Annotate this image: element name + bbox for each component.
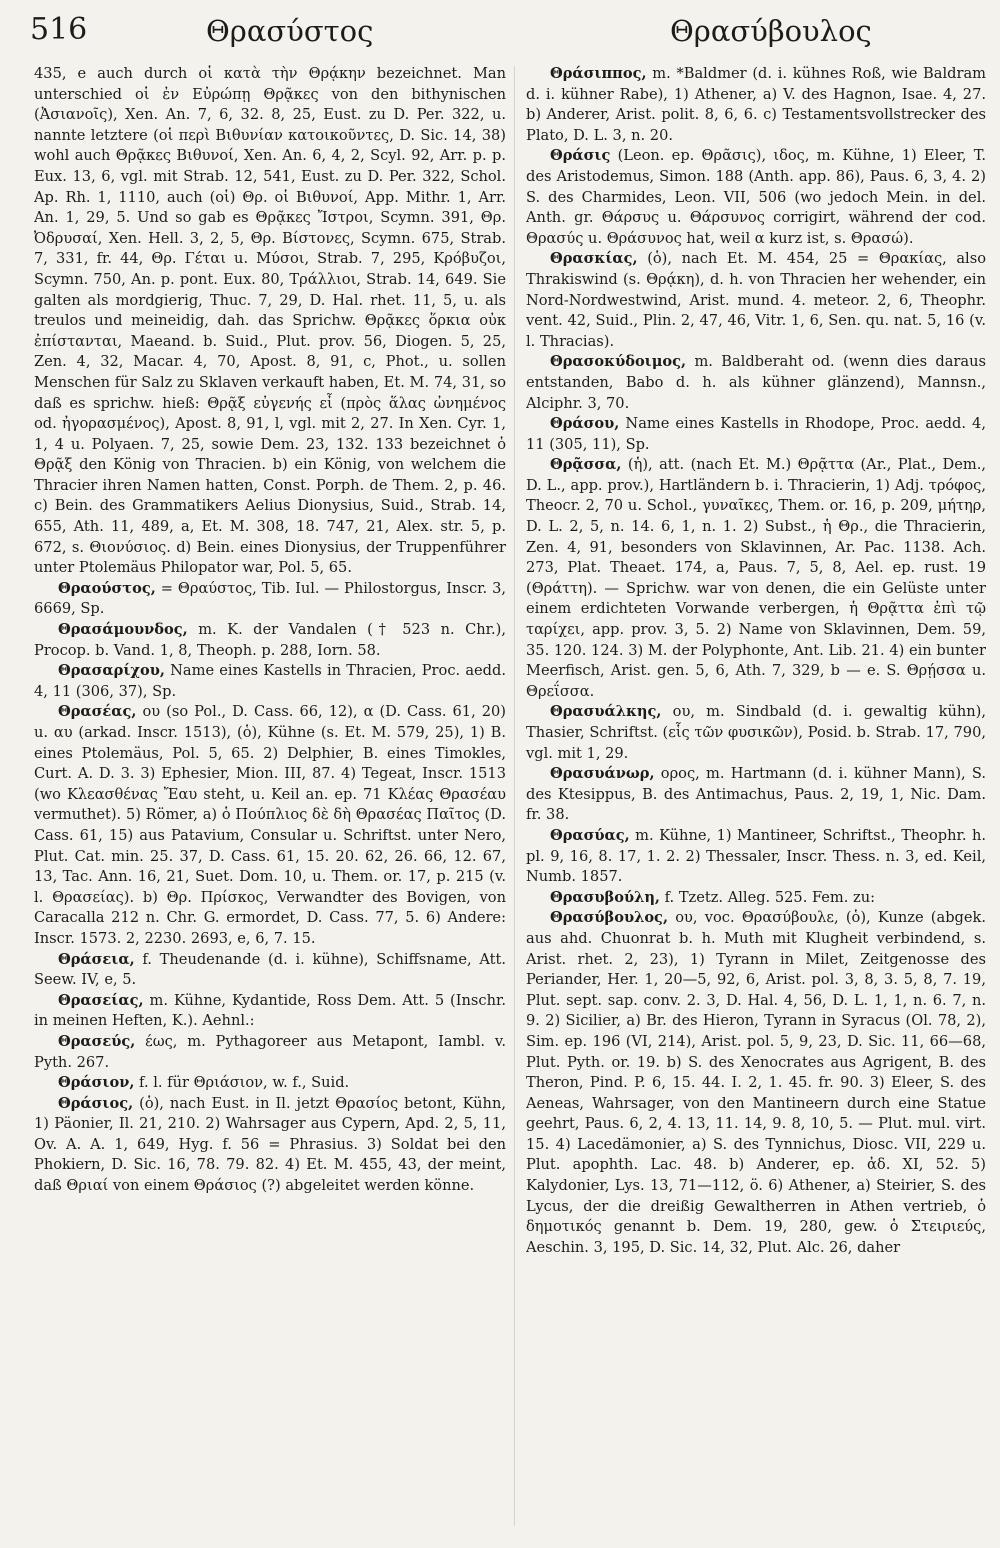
dictionary-entry (526, 908, 986, 1258)
entry-headword: Θρασοκύδοιμος, (550, 353, 687, 371)
page-header (0, 0, 1000, 60)
entry-headword: Θρασάμουνδος, (58, 621, 188, 639)
entry-text: Name eines Kastells in Rhodope, Proc. aedd. 4, 11 (305, 11), Sp. (526, 415, 986, 453)
dictionary-entry (34, 661, 506, 702)
dictionary-entry (34, 1032, 506, 1073)
entry-headword: Θρασεύς, (58, 1032, 136, 1050)
entry-headword: Θρασκίας, (550, 250, 638, 268)
entry-headword: Θράσιος, (58, 1094, 134, 1112)
entry-text: ου, m. Sindbald (d. i. gewaltig kühn), Thasier, Schriftst. (εἷς τῶν φυσικῶν), Posid. b. Strab. 17, 790, vgl. mit 1, 29. (526, 703, 986, 762)
entry-text: (Leon. ep. Θρᾶσις), ιδος, m. Kühne, 1) Eleer, T. des Aristodemus, Simon. 188 (Anth. app. 86), Paus. 6, 3, 4. 2) S. des Charmides, Leon. VII, 506 (wo jedoch Mein. in del. Anth. gr. Θάρσυς u. Θάρσυνος corrigirt, während der cod. Θρασύς u. Θράσυνος hat, weil α kurz ist, s. Θρασώ). (526, 147, 986, 247)
entry-headword: Θράσιππος, (550, 65, 647, 82)
entry-text: έως, m. Pythagoreer aus Metapont, Iambl. v. Pyth. 267. (34, 1032, 506, 1071)
dictionary-entry (526, 764, 986, 826)
entry-text: (ὁ), nach Eust. in Il. jetzt Θρασίος betont, Kühn, 1) Päonier, Il. 21, 210. 2) Wahrsager aus Cypern, Apd. 2, 5, 11, Ov. A. A. 1, 649, Hyg. f. 56 = Phrasius. 3) Soldat bei den Phokiern, D. Sic. 16, 78. 79. 82. 4) Et. M. 455, 43, der meint, daß Θριαί von einem Θράσιος (?) abgeleitet werden könne. (34, 1094, 506, 1195)
left-running-head: Θρασύστος (206, 14, 374, 48)
entry-headword: Θράσιον, (58, 1074, 135, 1092)
entry-headword: Θρᾷσσα, (550, 456, 622, 474)
dictionary-entry (526, 64, 986, 146)
entry-text: = Θραύστος, Tib. Iul. — Philostorgus, Inscr. 3, 6669, Sp. (34, 579, 506, 618)
column-divider (514, 66, 515, 1526)
dictionary-entry (526, 455, 986, 702)
dictionary-entry (526, 888, 986, 909)
entry-text: m. Kühne, 1) Mantineer, Schriftst., Theophr. h. pl. 9, 16, 8. 17, 1. 2. 2) Thessaler, Inscr. Thess. n. 3, ed. Keil, Numb. 1857. (526, 826, 986, 886)
dictionary-entry (34, 620, 506, 661)
entry-text: (ὁ), nach Et. M. 454, 25 = Θρακίας, also Thrakiswind (s. Θρᾴκη), d. h. von Thracien her wehender, ein Nord-Nordwestwind, Arist. mund. 4. meteor. 2, 6, Theophr. vent. 42, Suid., Plin. 2, 47, 46, Vitr. 1, 6, Sen. qu. nat. 5, 16 (v. l. Thracias). (526, 250, 986, 350)
entry-text: ορος, m. Hartmann (d. i. kühner Mann), S. des Ktesippus, B. des Antimachus, Paus. 2, 19, 1, Nic. Dam. fr. 38. (526, 765, 986, 824)
entry-text: ου, voc. Θρασύβουλε, (ὁ), Kunze (abgek. aus ahd. Chuonrat b. h. Muth mit Klugheit verbindend, s. Arist. rhet. 2, 23), 1) Tyrann in Milet, Zeitgenosse des Periander, Her. 1, 20—5, 92, 6, Arist. pol. 3, 8, 3. 5, 8, 7. 19, Plut. sept. sap. conv. 2. 3, D. Hal. 4, 56, D. L. 1, 1, n. 6. 7, n. 9. 2) Sicilier, a) Br. des Hieron, Tyrann in Syracus (Ol. 78, 2), Sim. ep. 196 (VI, 214), Arist. pol. 5, 9, 23, D. Sic. 11, 66—68, Plut. Pyth. or. 19. b) S. des Xenocrates aus Agrigent, B. des Theron, Pind. P. 6, 15. 44. I. 2, 1. 45. fr. 90. 3) Eleer, S. des Aeneas, Wahrsager, von den Mantineern durch eine Statue geehrt, Paus. 6, 2, 4. 13, 11. 14, 9. 8, 10, 5. — Plut. mul. virt. 15. 4) Lacedämonier, a) S. des Tynnichus, Diosc. VII, 229 u. Plut. apophth. Lac. 48. b) Anderer, ep. ἀδ. XI, 52. 5) Kalydonier, Lys. 13, 71—112, ö. 6) Athener, a) Steirier, S. des Lycus, der die dreißig Gewaltherren in Athen vertrieb, ὁ δημοτικός genannt b. Dem. 19, 280, gew. ὁ Στειριεύς, Aeschin. 3, 195, D. Sic. 14, 32, Plut. Alc. 26, daher (526, 909, 986, 1256)
page-number: 516 (30, 12, 88, 47)
entry-headword: Θράσεια, (58, 950, 135, 968)
right-running-head: Θρασύβουλος (670, 14, 872, 48)
entry-headword: Θρασύβουλος, (550, 909, 669, 927)
entry-text: Name eines Kastells in Thracien, Proc. aedd. 4, 11 (306, 37), Sp. (34, 662, 506, 700)
entry-headword: Θρασυβούλη, (550, 888, 661, 906)
entry-headword: Θράσις (550, 147, 611, 165)
left-column (34, 64, 506, 1534)
entry-text: (ἡ), att. (nach Et. M.) Θρᾷττα (Ar., Plat., Dem., D. L., app. prov.), Hartländern b. i. Thracierin, 1) Adj. τρόφος, Theocr. 2, 70 u. Schol., γυναῖκες, Them. or. 16, p. 209, μήτηρ, D. L. 2, 5, n. 14. 6, 1, n. 1. 2) Subst., ἡ Θρ., die Thracierin, Zen. 4, 91, besonders von Sklavinnen, Ar. Pac. 1138. Ach. 273, Plat. Theaet. 174, a, Paus. 7, 5, 8, Ael. ep. rust. 19 (Θράττη). — Sprichw. war von denen, die ein Gelüste unter einem erdichteten Vorwande verbergen, ἡ Θρᾷττα ἐπὶ τῷ ταρίχει, app. prov. 3, 5. 2) Name von Sklavinnen, Dem. 59, 35. 120. 124. 3) M. der Polyphonte, Ant. Lib. 21. 4) ein bunter Meerfisch, Arist. gen. 5, 6, Ath. 7, 329, b — e. S. Θρῄσσα u. Θρεΐσσα. (526, 456, 986, 700)
dictionary-entry (526, 352, 986, 414)
entry-text: m. Baldberaht od. (wenn dies daraus entstanden, Babo d. h. als kühner glänzend), Mannsn., Alciphr. 3, 70. (526, 353, 986, 412)
entry-text: ου (so Pol., D. Cass. 66, 12), α (D. Cass. 61, 20) u. αυ (arkad. Inscr. 1513), (ὁ), Kühne (s. Et. M. 579, 25), 1) B. eines Ptolemäus, Pol. 5, 65. 2) Delphier, B. eines Timokles, Curt. A. D. 3. 3) Ephesier, Mion. III, 87. 4) Tegeat, Inscr. 1513 (wo Κλεασθένας Ἔαυ steht, u. Keil an. ep. 71 Κλέας Θρασέαυ vermuthet). 5) Römer, a) ὁ Πούπλιος δὲ δὴ Θρασέας Παῖτος (D. Cass. 61, 15) aus Patavium, Consular u. Schriftst. unter Nero, Plut. Cat. min. 25. 37, D. Cass. 61, 15. 20. 62, 26. 66, 12. 67, 13, Tac. Ann. 16, 21, Suet. Dom. 10, u. Them. or. 17, p. 215 (v. l. Θρασείας). b) Θρ. Πρίσκος, Verwandter des Bovigen, von Caracalla 212 n. Chr. G. ermordet, D. Cass. 77, 5. 6) Andere: Inscr. 1573. 2, 2230. 2693, e, 6, 7. 15. (34, 703, 506, 947)
dictionary-entry (34, 950, 506, 991)
entry-text: f. Tzetz. Alleg. 525. Fem. zu: (660, 888, 876, 906)
dictionary-entry (34, 579, 506, 620)
entry-continuation (34, 64, 506, 579)
dictionary-entry (34, 1073, 506, 1094)
dictionary-entry (34, 991, 506, 1032)
dictionary-entry (526, 414, 986, 455)
right-column (526, 64, 986, 1534)
entry-text: m. K. der Vandalen († 523 n. Chr.), Procop. b. Vand. 1, 8, Theoph. p. 288, Iorn. 58. (34, 621, 506, 659)
dictionary-entry (526, 702, 986, 764)
entry-headword: Θραούστος, (58, 579, 156, 597)
entry-headword: Θρασαρίχου, (58, 662, 165, 680)
entry-text: m. Kühne, Kydantide, Ross Dem. Att. 5 (Inschr. in meinen Heften, K.). Aehnl.: (34, 991, 506, 1030)
entry-headword: Θράσου, (550, 415, 620, 433)
entry-text: 435, e auch durch οἱ κατὰ τὴν Θρᾴκην bezeichnet. Man unterschied οἱ ἐν Εὐρώπῃ Θρᾷκες von den bithynischen (Ἀσιανοῖς), Xen. An. 7, 6, 32. 8, 25, Eust. zu D. Per. 322, u. nannte letztere (οἱ περὶ Βιθυνίαν κατοικοῦντες, D. Sic. 14, 38) wohl auch Θρᾷκες Βιθυνοί, Xen. An. 6, 4, 2, Scyl. 92, Arr. p. p. Eux. 13, 6, vgl. mit Strab. 12, 541, Eust. zu D. Per. 322, Schol. Ap. Rh. 1, 1110, auch (οἱ) Θρ. οἱ Βιθυνοί, App. Mithr. 1, Arr. An. 1, 29, 5. Und so gab es Θρᾷκες Ἴστροι, Scymn. 391, Θρ. Ὀδρυσαί, Xen. Hell. 3, 2, 5, Θρ. Βίστονες, Scymn. 675, Strab. 7, 331, fr. 44, Θρ. Γέται u. Μύσοι, Strab. 7, 295, Κρόβυζοι, Scymn. 750, An. p. pont. Eux. 80, Τράλλιοι, Strab. 14, 649. Sie galten als mordgierig, Thuc. 7, 29, D. Hal. rhet. 11, 5, u. als treulos und meineidig, dah. das Sprichw. Θρᾷκες ὅρκια οὐκ ἐπίστανται, Maeand. b. Suid., Plut. prov. 56, Diogen. 5, 25, Zen. 4, 32, Macar. 4, 70, Apost. 8, 91, c, Phot., u. sollen Menschen für Salz zu Sklaven verkauft haben, Et. M. 74, 31, so daß es sprichw. hieß: Θρᾷξ εὐγενής εἶ (πρὸς ἅλας ὠνημένος od. ἠγορασμένος), Apost. 8, 91, l, vgl. mit 2, 27. In Xen. Cyr. 1, 1, 4 u. Polyaen. 7, 25, sowie Dem. 23, 132. 133 bezeichnet ὁ Θρᾷξ den König von Thracien. b) ein König, von welchem die Thracier ihren Namen hatten, Const. Porph. de Them. 2, p. 46. c) Bein. des Grammatikers Aelius Dionysius, Suid., Strab. 14, 655, Ath. 11, 489, a, Et. M. 308, 18. 747, 21, Alex. str. 5, p. 672, s. Θιονύσιος. d) Bein. eines Dionysius, der Truppenführer unter Ptolemäus Philopator war, Pol. 5, 65. (34, 65, 506, 577)
dictionary-entry (526, 146, 986, 249)
entry-headword: Θρασυάλκης, (550, 703, 662, 721)
dictionary-entry (526, 826, 986, 888)
entry-headword: Θρασέας, (58, 703, 137, 721)
dictionary-entry (34, 702, 506, 949)
dictionary-entry (34, 1094, 506, 1197)
entry-headword: Θρασείας, (58, 991, 144, 1009)
entry-text: f. Theudenande (d. i. kühne), Schiffsname, Att. Seew. IV, e, 5. (34, 950, 506, 989)
entry-text: m. *Baldmer (d. i. kühnes Roß, wie Baldram d. i. kühner Rabe), 1) Athener, a) V. des Hagnon, Isae. 4, 27. b) Anderer, Arist. polit. 8, 6, 6. c) Testamentsvollstrecker des Plato, D. L. 3, n. 20. (526, 65, 986, 144)
entry-text: f. l. für Θριάσιον, w. f., Suid. (134, 1074, 350, 1092)
dictionary-entry (526, 249, 986, 352)
entry-headword: Θρασυάνωρ, (550, 765, 655, 783)
entry-headword: Θρασύας, (550, 826, 630, 844)
